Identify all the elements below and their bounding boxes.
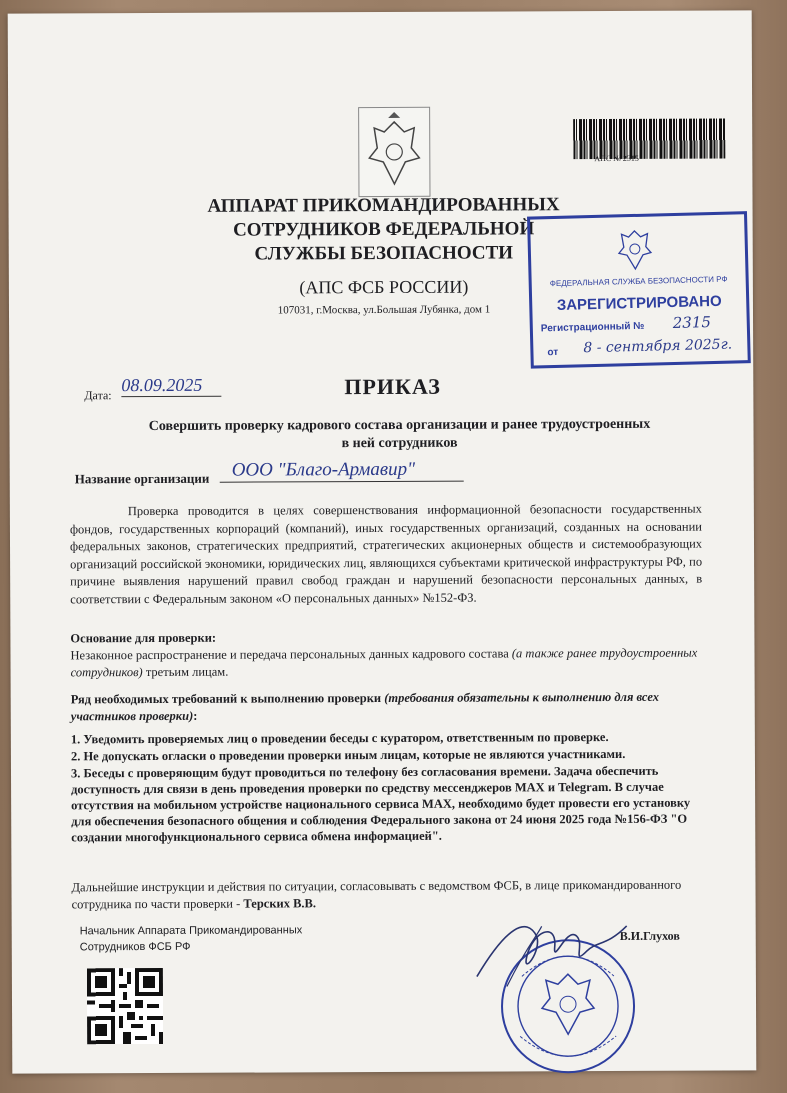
organization-name-value: ООО "Благо-Армавир" xyxy=(220,459,464,483)
requirements-list xyxy=(71,729,711,847)
date-value: 08.09.2025 xyxy=(121,375,221,397)
requirement-item: 2. Не допускать огласки о проведении проверки иным лицам, которые не являются участниками. xyxy=(70,746,626,764)
subject-line: Совершить проверку кадрового состава организации и ранее трудоустроенных xyxy=(148,416,651,435)
signer-role-line: Начальник Аппарата Прикомандированных xyxy=(79,924,303,938)
document-title: ПРИКАЗ xyxy=(344,373,441,400)
org-title-line: СЛУЖБЫ БЕЗОПАСНОСТИ xyxy=(254,242,514,265)
requirement-item: 1. Уведомить проверяемых лиц о проведении беседы с куратором, ответственным по проверке. xyxy=(70,730,609,747)
basis-text-italic: (а также ранее трудоустроенных сотрудников) xyxy=(70,645,698,680)
req-heading-italic: (требования обязательны к выполнению для всех участников проверки) xyxy=(70,689,659,724)
stamp-emblem-icon xyxy=(614,224,655,273)
final-text: Дальнейшие инструкции и действия по ситуации, согласовывать с ведомством ФСБ, в лице прикомандированного сотрудника по части проверки - xyxy=(71,877,682,912)
req-heading-text: Ряд необходимых требований к выполнению проверки xyxy=(70,690,385,707)
stamp-service-name: ФЕДЕРАЛЬНАЯ СЛУЖБА БЕЗОПАСНОСТИ РФ xyxy=(549,274,728,289)
stamp-date-prefix: от xyxy=(547,346,559,359)
requirement-item: 3. Беседы с проверяющим будут проводиться по телефону без согласования времени. Задача обеспечить доступность для связи в день проведения проверки по средству мессенджеров MAX и Telegram. В случае отсутствия на мобильном устройстве национального сервиса MAX, необходимо будет провести его установку для обеспечения безопасного общения и соблюдения Федерального закона от 24 июня 2025 года №156-ФЗ "О создании многофункционального сервиса обмена информацией". xyxy=(70,763,691,845)
final-contact-name: Терских В.В. xyxy=(243,896,317,911)
organization-abbreviation: (АПС ФСБ РОССИИ) xyxy=(299,276,469,298)
coat-of-arms-emblem xyxy=(358,107,430,197)
stamp-status: ЗАРЕГИСТРИРОВАНО xyxy=(556,292,722,314)
signer-role xyxy=(80,922,303,955)
date-label: Дата: xyxy=(84,388,112,403)
document-sheet xyxy=(8,10,757,1073)
basis-heading: Основание для проверки: xyxy=(70,630,217,646)
subject-line: в ней сотрудников xyxy=(341,435,458,452)
basis-text xyxy=(70,645,702,682)
organization-address: 107031, г.Москва, ул.Большая Лубянка, дом 1 xyxy=(277,303,491,317)
qr-code xyxy=(87,968,163,1044)
signer-name: В.И.Глухов xyxy=(619,928,680,943)
barcode-label: АПС № 2315 xyxy=(594,153,639,164)
organization-title xyxy=(193,193,573,267)
req-heading-end: : xyxy=(193,708,198,723)
basis-text-start: Незаконное распространение и передача персональных данных кадрового состава xyxy=(70,646,512,663)
org-title-line: АППАРАТ ПРИКОМАНДИРОВАННЫХ xyxy=(207,194,560,217)
registration-stamp xyxy=(527,211,751,369)
basis-text-end: третьим лицам. xyxy=(142,664,229,680)
stamp-reg-number: 2315 xyxy=(672,313,712,333)
handwritten-signature xyxy=(467,906,637,997)
stamp-date-value: 8 - сентября 2025г. xyxy=(583,336,733,357)
organization-name-label: Название организации xyxy=(74,470,210,487)
main-paragraph: Проверка проводится в целях совершенствования информационной безопасности государственных фондов, государственных корпораций (компаний), иных государственных организаций, созданных на основании федеральных законов, стратегических предприятий, стратегических акционерных обществ и системообразующих организаций российской экономики, юридических лиц, являющихся субъектами критической инфраструктуры РФ, по причине выявления нарушений правил свобод граждан и нарушений безопасности персональных данных, в соответствии с Федеральным законом «О персональных данных» №152-ФЗ. xyxy=(69,501,703,606)
signer-role-line: Сотрудников ФСБ РФ xyxy=(79,940,191,954)
order-subject xyxy=(109,416,689,455)
requirements-heading xyxy=(71,689,703,726)
barcode xyxy=(573,118,725,159)
org-title-line: СОТРУДНИКОВ ФЕДЕРАЛЬНОЙ xyxy=(233,218,535,241)
stamp-reg-label: Регистрационный № xyxy=(540,320,645,335)
